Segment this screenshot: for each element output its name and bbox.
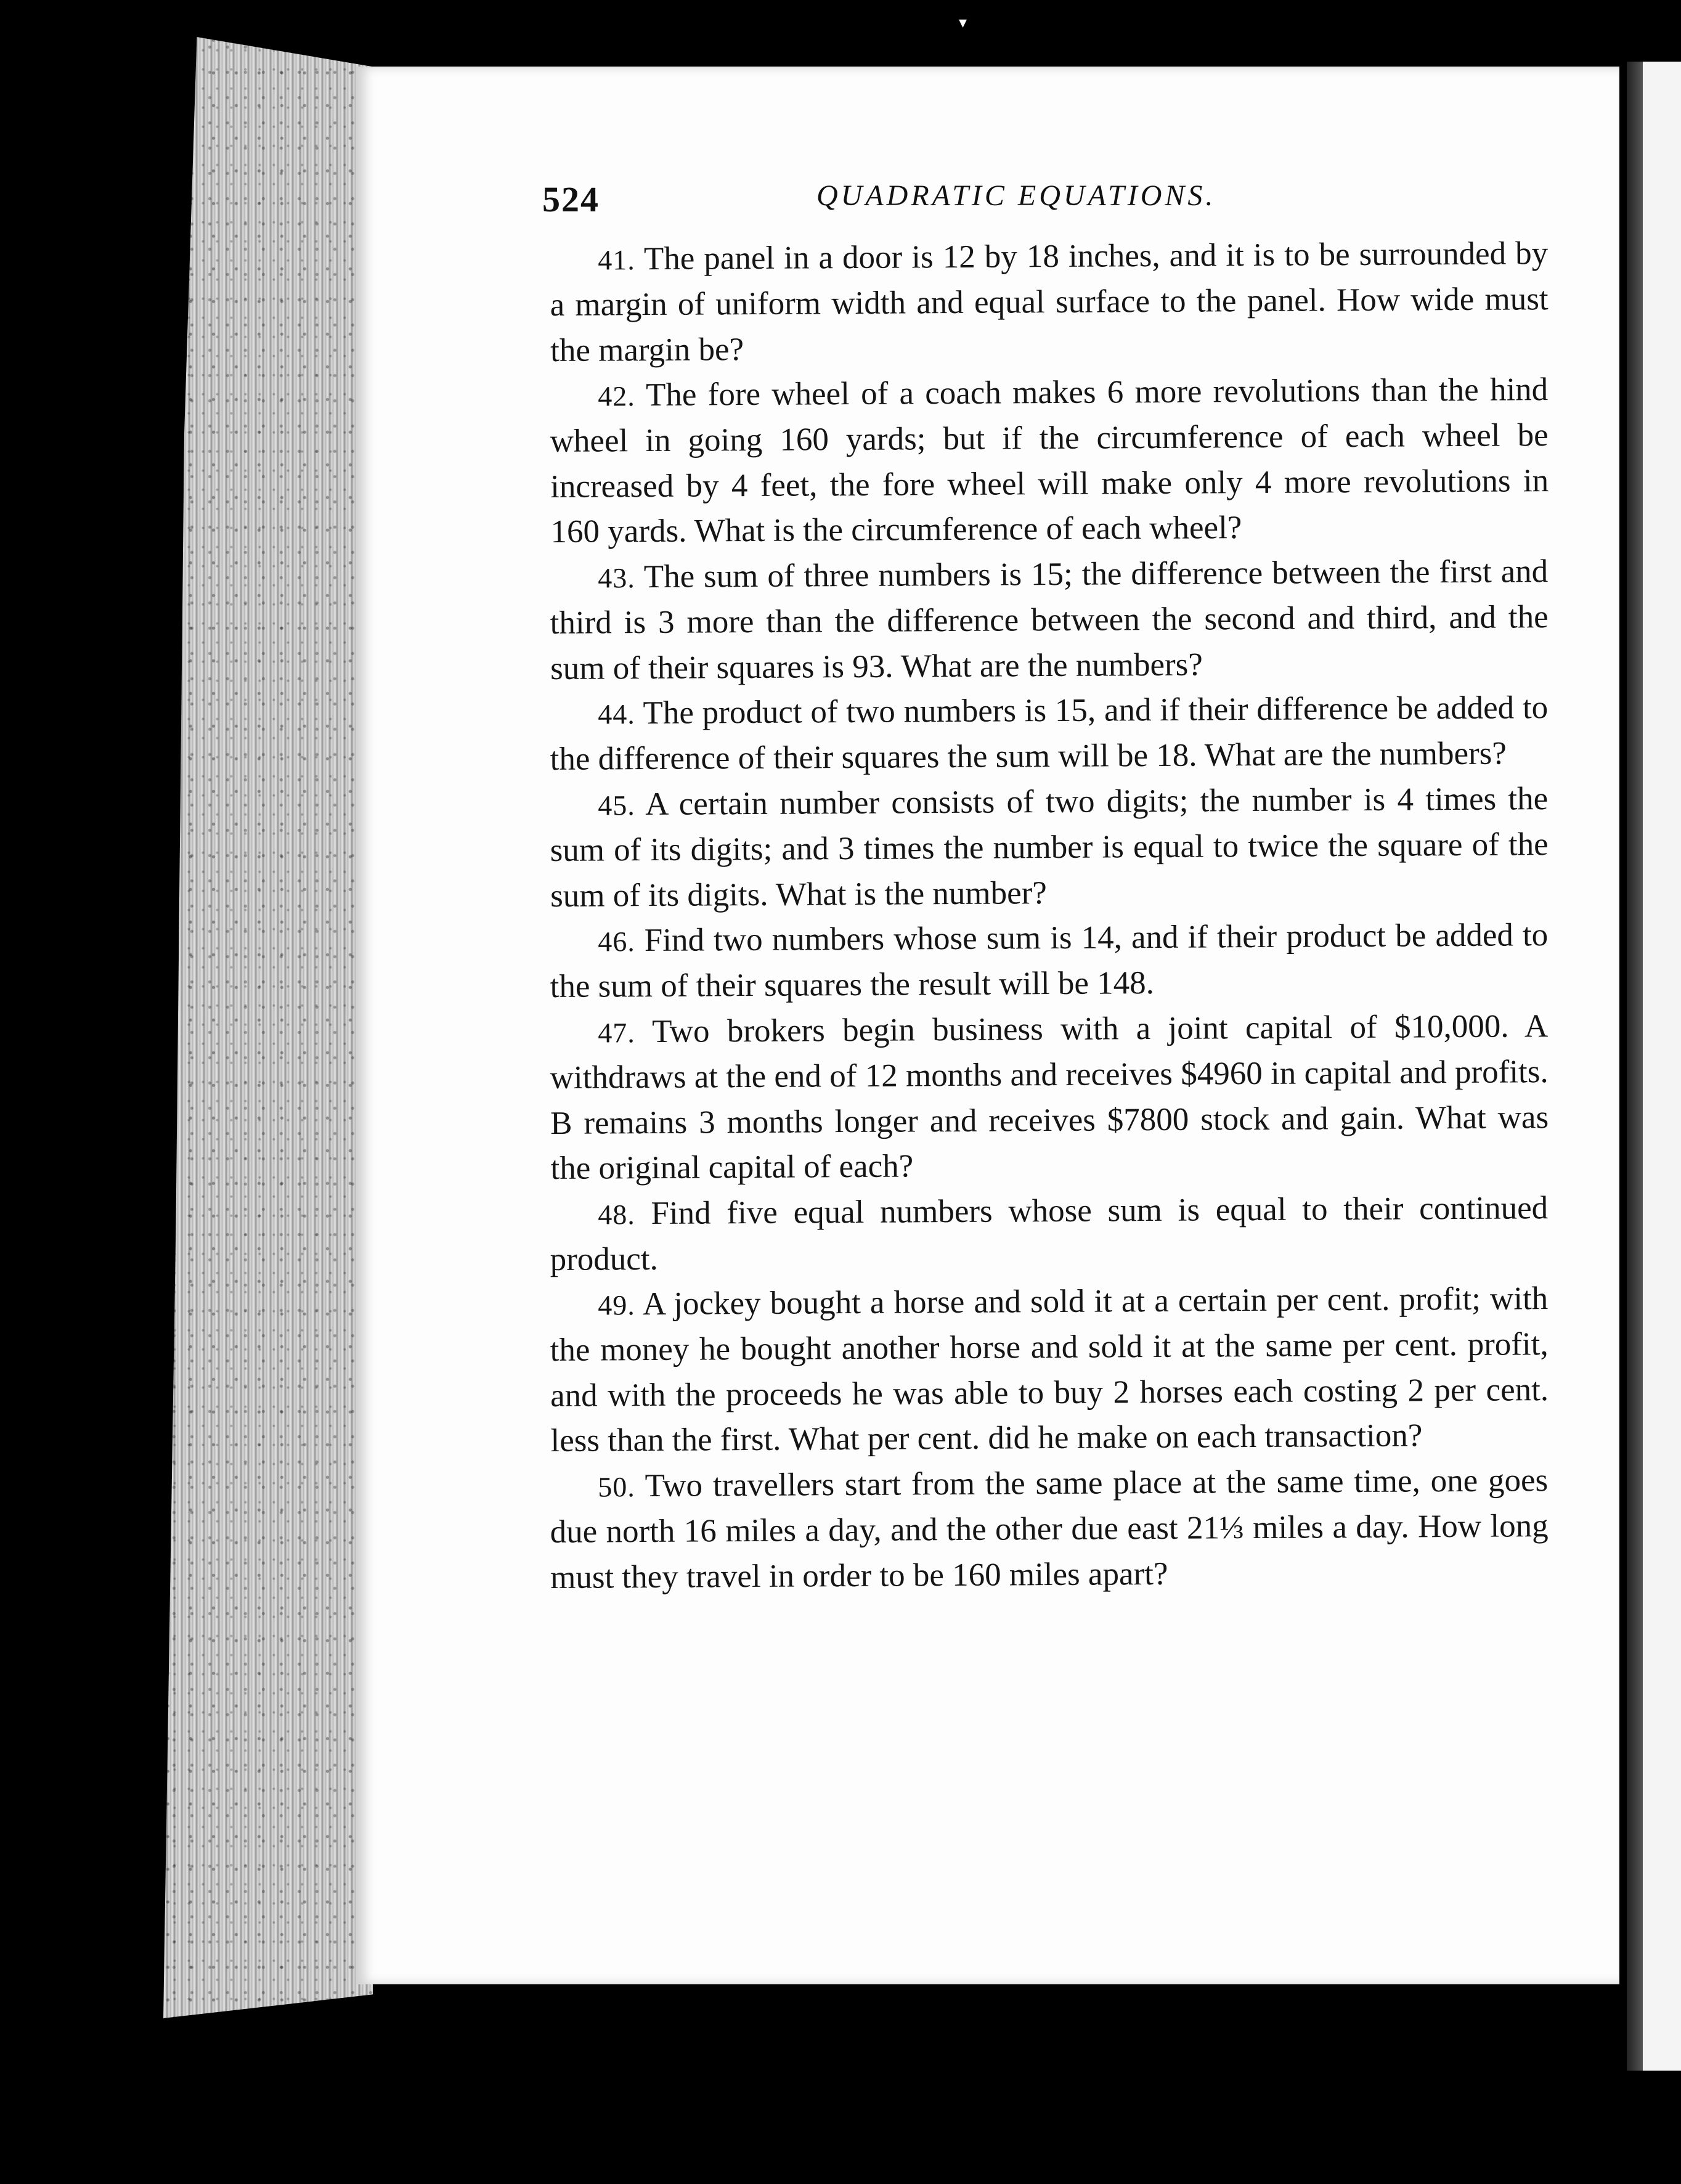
- problem-number: 48.: [598, 1198, 635, 1231]
- problem-number: 41.: [598, 244, 635, 276]
- problem-number: 44.: [598, 698, 635, 730]
- problem-text: The fore wheel of a coach makes 6 more revolutions than the hind wheel in going 160 yards; but if the circumference of each wheel be increased by 4 feet, the fore wheel will make only 4 more revolutions in 160 yards. What is the circumference of each wheel?: [550, 372, 1549, 550]
- problem-text: Two travellers start from the same place at the same time, one goes due north 16 miles a day, and the other due east 21⅓ miles a day. How long must they travel in order to be 160 miles apart?: [550, 1462, 1549, 1595]
- problem-number: 50.: [598, 1471, 635, 1503]
- problem-text: Find two numbers whose sum is 14, and if their product be added to the sum of their squares the result will be 148.: [550, 917, 1549, 1005]
- running-title: QUADRATIC EQUATIONS.: [816, 179, 1216, 212]
- problem-text: The panel in a door is 12 by 18 inches, and it is to be surrounded by a margin of uniform width and equal surface to the panel. How wide must the margin be?: [550, 235, 1549, 369]
- problem-list: [550, 237, 1548, 1600]
- page-number: 524: [542, 179, 600, 219]
- problem-45: [550, 776, 1549, 919]
- problem-text: The product of two numbers is 15, and if their difference be added to the difference of their squares the sum will be 18. What are the numbers?: [550, 690, 1549, 778]
- problem-44: [550, 685, 1549, 783]
- problem-number: 46.: [598, 926, 635, 958]
- problem-text: Find five equal numbers whose sum is equal to their continued product.: [550, 1189, 1549, 1277]
- scan-marker-icon: ▾: [959, 14, 967, 32]
- problem-42: [550, 367, 1549, 555]
- adjacent-page-edge: [1627, 62, 1643, 2071]
- problem-49: [550, 1276, 1549, 1464]
- problem-number: 45.: [598, 789, 635, 821]
- problem-text: A jockey bought a horse and sold it at a certain per cent. profit; with the money he bought another horse and sold it at the same per cent. profit, and with the proceeds he was able to buy 2 horses each costing 2 per cent. less than the first. What per cent. did he make on each transaction?: [550, 1281, 1549, 1459]
- problem-41: [550, 231, 1549, 373]
- problem-number: 47.: [598, 1017, 635, 1049]
- problem-47: [550, 1004, 1549, 1192]
- fore-edge-speckle: [163, 37, 373, 2018]
- problem-number: 49.: [598, 1289, 635, 1321]
- problem-46: [550, 913, 1549, 1010]
- problem-number: 43.: [598, 561, 635, 594]
- problem-50: [550, 1458, 1549, 1600]
- problem-43: [550, 549, 1549, 691]
- problem-text: The sum of three numbers is 15; the difference between the first and third is 3 more than the difference between the second and third, and the sum of their squares is 93. What are the numbers?: [550, 553, 1549, 687]
- problem-number: 42.: [598, 380, 635, 412]
- problem-48: [550, 1186, 1549, 1283]
- problem-text: Two brokers begin business with a joint capital of $10,000. A withdraws at the end of 12 months and receives $4960 in capital and profits. B remains 3 months longer and receives $7800 stock and gain. What was the original capital of each?: [550, 1008, 1549, 1187]
- problem-text: A certain number consists of two digits; the number is 4 times the sum of its digits; and 3 times the number is equal to twice the square of the sum of its digits. What is the number?: [550, 780, 1549, 914]
